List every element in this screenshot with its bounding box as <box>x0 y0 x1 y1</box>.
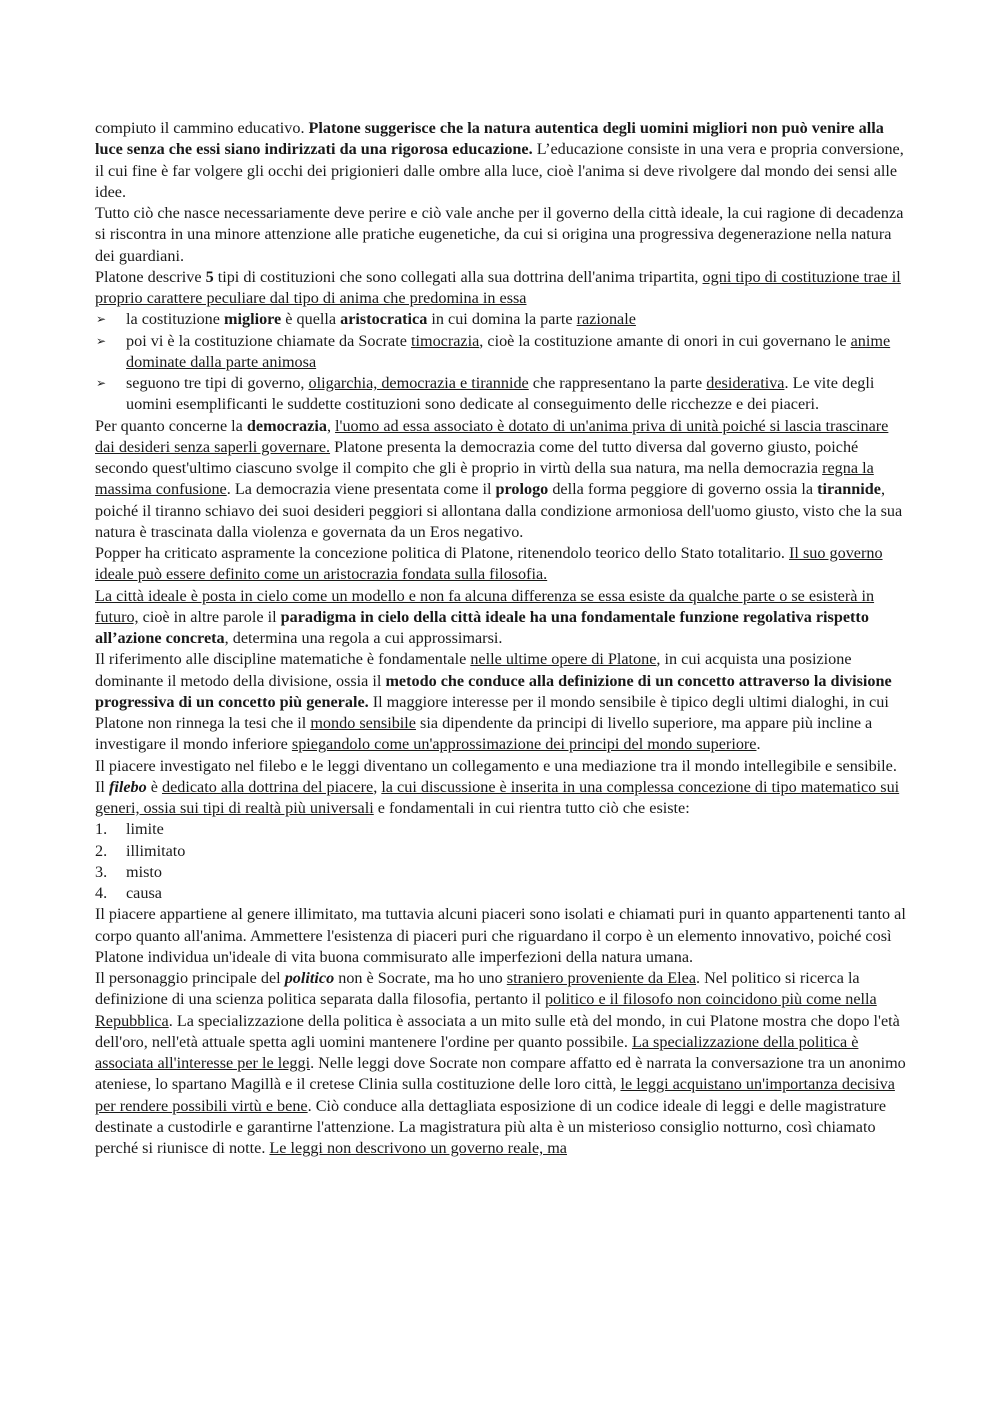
paragraph-pleasure: Il piacere investigato nel filebo e le leggi diventano un collegamento e una mediazione tra il mondo intellegibile e sensibile. <box>95 756 897 775</box>
list-item: 4. causa <box>95 884 162 902</box>
list-item: 3. misto <box>95 862 162 881</box>
list-item-oligarchy: ➢ seguono tre tipi di governo, oligarchia, democrazia e tirannide che rappresentano la parte desiderativa. Le vite degli uomini esemplificanti le suddette costituzioni sono dedicate al conseguimento delle ricchezze e dei piaceri. <box>96 374 875 414</box>
paragraph-popper: Popper ha criticato aspramente la concezione politica di Platone, ritenendolo teorico dello Stato totalitario. Il suo governo ideale può essere definito come un aristocrazia fondata sulla filosofia. <box>95 544 883 584</box>
list-item-aristocracy: ➢ la costituzione migliore è quella aristocratica in cui domina la parte razionale <box>95 309 910 330</box>
paragraph-constitutions: Platone descrive 5 tipi di costituzioni che sono collegati alla sua dottrina dell'anima tripartita, ogni tipo di costituzione trae il proprio carattere peculiare dal tipo di anima che predomina in essa <box>95 267 901 307</box>
paragraph-pure-pleasures: Il piacere appartiene al genere illimitato, ma tuttavia alcuni piaceri sono isolati e chiamati puri in quanto appartenenti tanto al corpo quanto all'anima. Ammettere l'esistenza di piaceri puri che riguardano il corpo è un elemento innovativo, poiché così Platone individua un'ideale di vita buona commisurato alle imperfezioni della natura umana. <box>95 905 906 966</box>
genera-list <box>95 819 910 904</box>
list-item-timocracy: ➢ poi vi è la costituzione chiamate da Socrate timocrazia, cioè la costituzione amante di onori in cui governano le anime dominate dalla parte animosa <box>96 331 891 371</box>
paragraph-mathematics: Il riferimento alle discipline matematiche è fondamentale nelle ultime opere di Platone, in cui acquista una posizione dominante il metodo della divisione, ossia il metodo che conduce alla definizione di un concetto attraverso la divisione progressiva di un concetto più generale. Il maggiore interesse per il mondo sensibile è tipico degli ultimi dialoghi, in cui Platone non rinnega la tesi che il mondo sensibile sia dipendente da principi di livello superiore, ma appare più incline a investigare il mondo inferiore spiegandolo come un'approssimazione dei principi del mondo superiore. <box>95 650 892 754</box>
list-item: 1. limite <box>95 820 164 839</box>
paragraph-democracy: Per quanto concerne la democrazia, l'uomo ad essa associato è dotato di un'anima priva di unità poiché si lascia trascinare dai desideri senza saperli governare. Platone presenta la democrazia come del tutto diversa dal governo giusto, poiché secondo quest'ultimo ciascuno svolge il compito che gli è proprio in virtù della sua natura, ma nella democrazia regna la massima confusione. La democrazia viene presentata come il prologo della forma peggiore di governo ossia la tirannide, poiché il tiranno schiavo dei suoi desideri peggiori si allontana dalla condizione armoniosa dell'uomo giusto, visto che la sua natura è trascinata dalla violenza e governata da un Eros negativo. <box>95 416 903 541</box>
list-item: 2. illimitato <box>95 841 186 860</box>
constitutions-list <box>95 309 910 415</box>
paragraph-decadence: Tutto ciò che nasce necessariamente deve perire e ciò vale anche per il governo della città ideale, la cui ragione di decadenza si riscontra in una minore attenzione alle pratiche eugenetiche, da cui si origina una progressiva degenerazione nella natura dei guardiani. <box>95 204 904 265</box>
paragraph-education: compiuto il cammino educativo. Platone suggerisce che la natura autentica degli uomini migliori non può venire alla luce senza che essi siano indirizzati da una rigorosa educazione. L’educazione consiste in una vera e propria conversione, il cui fine è far volgere gli occhi dei prigionieri dalle ombre alla luce, cioè l'anima si deve rivolgere dal mondo dei sensi alle idee. <box>95 119 904 201</box>
paragraph-filebo: Il filebo è dedicato alla dottrina del piacere, la cui discussione è inserita in una complessa concezione di tipo matematico sui generi, ossia sui tipi di realtà più universali e fondamentali in cui rientra tutto ciò che esiste: <box>95 777 900 817</box>
arrow-bullet-icon: ➢ <box>96 312 107 327</box>
paragraph-ideal-city: La città ideale è posta in cielo come un modello e non fa alcuna differenza se essa esiste da qualche parte o se esisterà in futuro, cioè in altre parole il paradigma in cielo della città ideale ha una fondamentale funzione regolativa rispetto all’azione concreta, determina una regola a cui approssimarsi. <box>95 586 875 647</box>
arrow-bullet-icon: ➢ <box>96 376 107 390</box>
document-page <box>95 118 910 1159</box>
arrow-bullet-icon: ➢ <box>96 333 107 348</box>
paragraph-politico: Il personaggio principale del politico non è Socrate, ma ho uno straniero proveniente da Elea. Nel politico si ricerca la definizione di una scienza politica separata dalla filosofia, pertanto il politico e il filosofo non coincidono più come nella Repubblica. La specializzazione della politica è associata a un mito sulle età del mondo, in cui Platone mostra che dopo l'età dell'oro, nell'età attuale spetta agli uomini mantenere l'ordine per quanto possibile. La specializzazione della politica è associata all'interesse per le leggi. Nelle leggi dove Socrate non compare affatto ed è narrata la conversazione tra un anonimo ateniese, lo spartano Magillà e il cretese Clinia sulla costituzione delle loro città, le leggi acquistano un'importanza decisiva per rendere possibili virtù e bene. Ciò conduce alla dettagliata esposizione di un codice ideale di leggi e delle magistrature destinate a custodirle e garantirne l'attenzione. La magistratura più alta è un misterioso consiglio notturno, così chiamato perché si riunisce di notte. Le leggi non descrivono un governo reale, ma <box>95 969 906 1157</box>
